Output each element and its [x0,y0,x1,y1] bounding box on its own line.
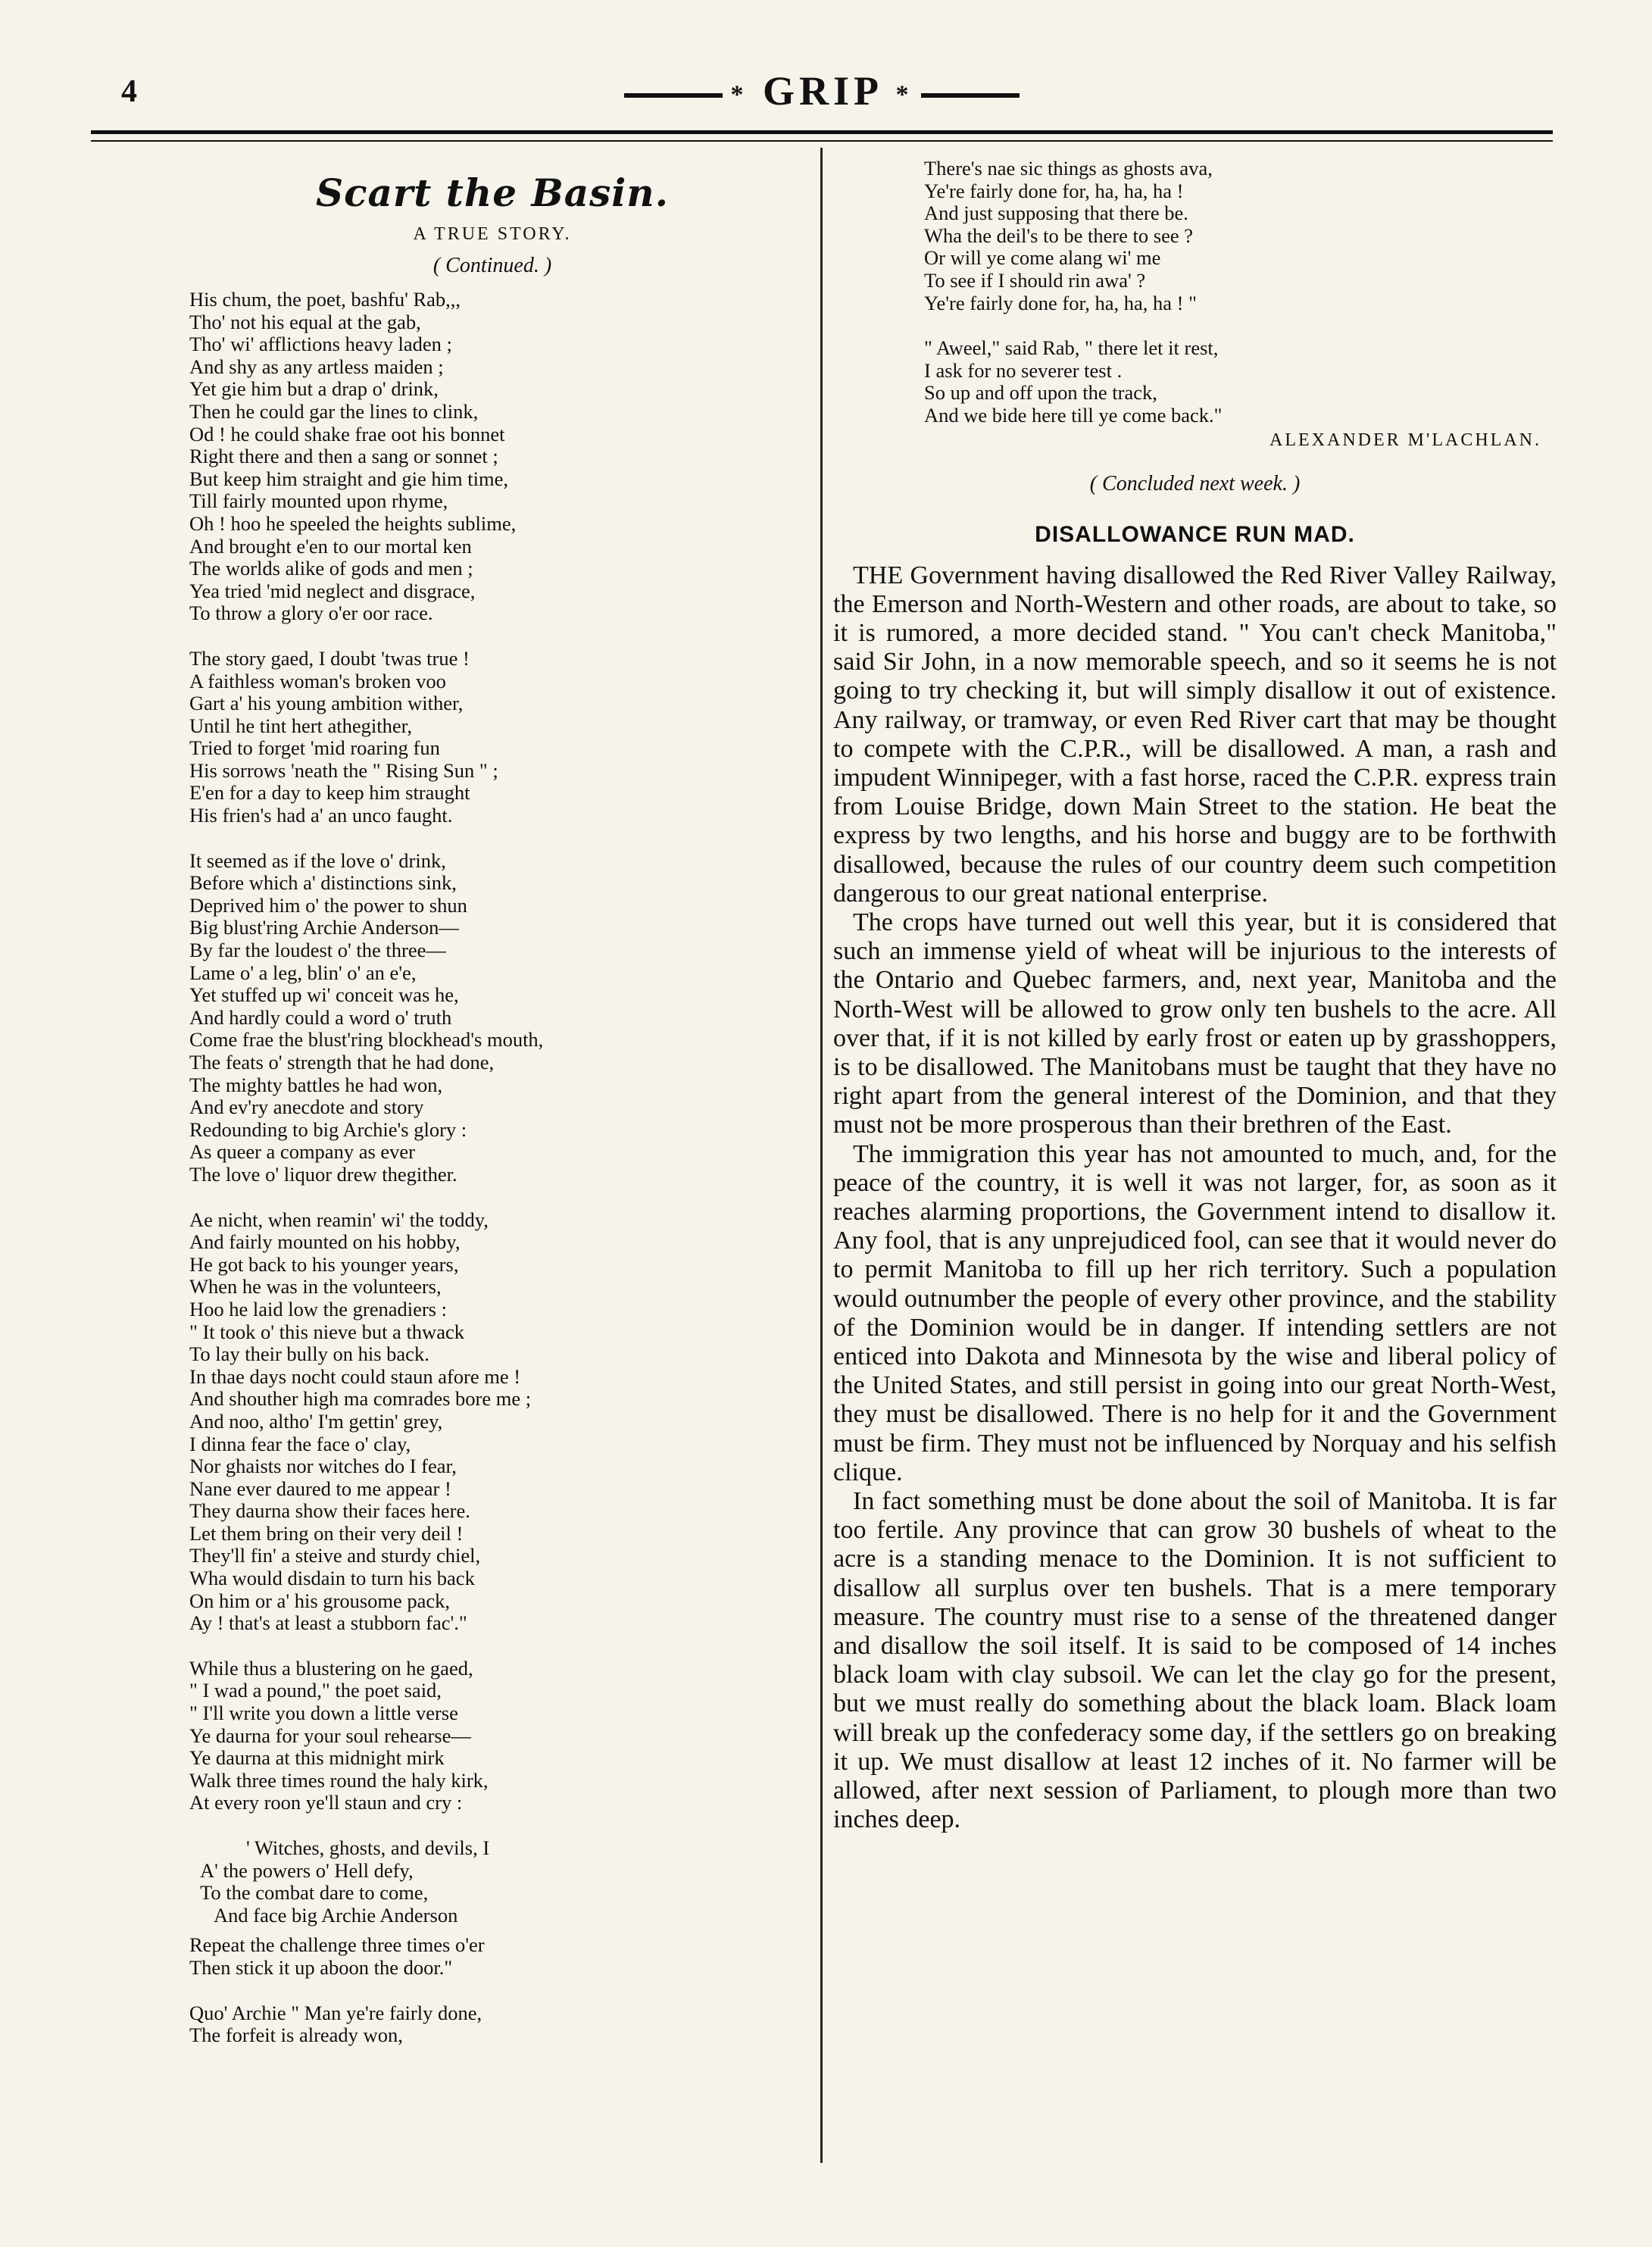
poem-after-inset [189,1934,795,1979]
verse-line: And face big Archie Anderson [214,1903,458,1927]
poem-stanza [189,1658,795,1814]
verse-line: Redounding to big Archie's glory : [189,1117,467,1141]
poem-inset-stanza [189,1837,795,1927]
article-title: DISALLOWANCE RUN MAD. [1035,521,1355,547]
poem-stanza [189,1209,795,1635]
verse-line: Nane ever daured to me appear ! [189,1477,451,1500]
verse-line: And noo, altho' I'm gettin' grey, [189,1409,443,1433]
header-rule [91,130,1553,142]
verse-line: The love o' liquor drew thegither. [189,1162,458,1186]
verse-line: Walk three times round the haly kirk, [189,1768,489,1792]
right-column [833,158,1557,1834]
verse-line: The worlds alike of gods and men ; [189,557,473,580]
verse-line: And ev'ry anecdote and story [189,1095,424,1119]
continued-note: ( Continued. ) [433,254,552,277]
verse-line: To see if I should rin awa' ? [924,268,1146,292]
verse-line: And shouther high ma comrades bore me ; [189,1387,532,1411]
verse-line: A faithless woman's broken voo [189,669,446,692]
verse-line: There's nae sic things as ghosts ava, [924,157,1213,180]
verse-line: The story gaed, I doubt 'twas true ! [189,646,470,670]
verse-line: And just supposing that there be. [924,202,1188,225]
poem-right-stanza-1 [833,158,1557,314]
poem-author: ALEXANDER M'LACHLAN. [1269,430,1541,450]
verse-line: Deprived him o' the power to shun [189,893,467,917]
verse-line: They'll fin' a steive and sturdy chiel, [189,1544,481,1567]
verse-line: Right there and then a sang or sonnet ; [189,445,498,468]
verse-line: Come frae the blust'ring blockhead's mouth, [189,1028,544,1052]
masthead [91,67,1553,114]
verse-line: While thus a blustering on he gaed, [189,1656,473,1680]
verse-line: Until he tint hert athegither, [189,714,413,737]
verse-line: Hoo he laid low the grenadiers : [189,1297,447,1320]
verse-line: I ask for no severer test . [924,358,1123,382]
verse-line: Ye're fairly done for, ha, ha, ha ! " [924,291,1197,314]
verse-line: And hardly could a word o' truth [189,1005,452,1029]
verse-line: Or will ye come alang wi' me [924,246,1161,270]
poem-stanzas [189,289,795,1814]
article-paragraph: The crops have turned out well this year, but it is considered that such an immense yield of wheat will be injurious to the interests of the Ontario and Quebec farmers, and, next year, Manitoba and the North-West will be allowed to grow only ten bushels to the acre. All over that, if it is not killed by early frost or eaten up by grasshoppers, is to be disallowed. The Manitobans must be taught that they have no right apart from the general interest of the Dominion, and that they must not be more prosperous than their brethren of the East. [833,908,1557,1139]
verse-line: Tho' wi' afflictions heavy laden ; [189,333,452,356]
verse-line: To lay their bully on his back. [189,1342,429,1366]
verse-line: On him or a' his grousome pack, [189,1589,451,1612]
verse-line: When he was in the volunteers, [189,1275,442,1299]
masthead-rule-right [921,93,1020,98]
verse-line: Quo' Archie " Man ye're fairly done, [189,2001,482,2024]
poem-final-lines [189,2002,795,2047]
verse-line: Ae nicht, when reamin' wi' the toddy, [189,1208,489,1231]
page-number: 4 [121,74,137,109]
poem-stanza [189,289,795,625]
article-paragraph: In fact something must be done about the soil of Manitoba. It is far too fertile. Any province that can grow 30 bushels of wheat to the acre is a standing menace to the Dominion. It is not sufficient to disallow all surplus over ten bushels. That is a mere temporary measure. The country must rise to a sense of the threatened danger and disallow the soil itself. It is said to be composed of 14 inches black loam with clay subsoil. We can let the clay go for the present, but we must really do something about the black loam. Black loam will break up the confederacy some day, if the settlers go on breaking it up. We must disallow at least 12 inches of it. No farmer will be allowed, after next session of Parliament, to plough more than two inches deep. [833,1487,1557,1834]
verse-line: I dinna fear the face o' clay, [189,1432,411,1455]
verse-line: At every roon ye'll staun and cry : [189,1791,463,1814]
verse-line: " I wad a pound," the poet said, [189,1679,442,1702]
verse-line: " I'll write you down a little verse [189,1702,458,1725]
verse-line: To the combat dare to come, [200,1881,429,1905]
verse-line: And brought e'en to our mortal ken [189,534,472,558]
verse-line: Tried to forget 'mid roaring fun [189,736,440,760]
verse-line: His frien's had a' an unco faught. [189,804,453,827]
verse-line: Od ! he could shake frae oot his bonnet [189,422,505,445]
verse-line: It seemed as if the love o' drink, [189,848,446,872]
verse-line: Ye daurna at this midnight mirk [189,1746,445,1770]
verse-line: Gart a' his young ambition wither, [189,692,464,715]
masthead-title: GRIP [762,68,882,114]
verse-line: Tho' not his equal at the gab, [189,310,421,333]
verse-line: E'en for a day to keep him straught [189,781,470,805]
article-paragraph: The immigration this year has not amounted to much, and, for the peace of the country, it is well it was not larger, for, as soon as it reaches alarming proportions, the Government intend to disallow it. Any fool, that is any unprejudiced fool, can see that it would never do to permit Manitoba to fill up her rich territory. Such a population would outnumber the people of every other province, and the stability of the Dominion would be in danger. If intending settlers are not enticed into Dakota and Minnesota by the wise and liberal policy of the United States, and still persist in going into our great North-West, they must be disallowed. There is no help for it and the Government must be firm. They must not be influenced by Norquay and his selfish clique. [833,1139,1557,1486]
verse-line: The mighty battles he had won, [189,1073,443,1096]
left-column [189,163,795,2070]
verse-line: Before which a' distinctions sink, [189,871,457,895]
verse-line: Oh ! hoo he speeled the heights sublime, [189,511,517,535]
poem-right-stanza-2 [833,337,1557,427]
verse-line: Lame o' a leg, blin' o' an e'e, [189,961,417,984]
verse-line: Ye daurna for your soul rehearse— [189,1724,471,1747]
verse-line: " It took o' this nieve but a thwack [189,1320,464,1343]
verse-line: The feats o' strength that he had done, [189,1051,495,1073]
verse-line: And shy as any artless maiden ; [189,355,444,378]
verse-line: To throw a glory o'er oor race. [189,602,433,625]
verse-line: " Aweel," said Rab, " there let it rest, [924,336,1219,360]
verse-line: A' the powers o' Hell defy, [200,1858,414,1882]
poem-subtitle: A TRUE STORY. [413,224,572,244]
verse-line: Repeat the challenge three times o'er [189,1933,485,1957]
verse-line: In thae days nocht could staun afore me ! [189,1364,521,1388]
verse-line: By far the loudest o' the three— [189,939,446,962]
verse-line: Let them bring on their very deil ! [189,1521,464,1545]
star-icon: * [730,80,748,109]
poem-stanza [189,648,795,827]
verse-line: As queer a company as ever [189,1140,415,1164]
verse-line: Then stick it up aboon the door." [189,1955,453,1979]
verse-line: Ye're fairly done for, ha, ha, ha ! [924,179,1184,202]
verse-line: Then he could gar the lines to clink, [189,399,479,423]
verse-line: Till fairly mounted upon rhyme, [189,489,448,513]
verse-line: Wha would disdain to turn his back [189,1567,475,1590]
verse-line: Yet stuffed up wi' conceit was he, [189,983,459,1007]
page-header [91,68,1553,125]
verse-line: Wha the deil's to be there to see ? [924,223,1194,247]
concluded-note: ( Concluded next week. ) [1089,471,1301,495]
poem-stanza [189,850,795,1186]
verse-line: Yet gie him but a drap o' drink, [189,377,439,401]
verse-line: His sorrows 'neath the " Rising Sun " ; [189,758,498,782]
verse-line: They daurna show their faces here. [189,1499,470,1523]
verse-line: He got back to his younger years, [189,1252,459,1276]
article-paragraph: THE Government having disallowed the Red River Valley Railway, the Emerson and North-Western and other roads, are about to take, so it is rumored, a more decided stand. " You can't check Manitoba," said Sir John, in a now memorable speech, and so it seems he is not going to try checking it, but will simply disallow it out of existence. Any railway, or tramway, or even Red River cart that may be thought to compete with the C.P.R., will be disallowed. A man, a rash and impudent Winnipeger, with a fast horse, raced the C.P.R. express train from Louise Bridge, down Main Street to the station. He beat the express by two lengths, and his horse and buggy are to be forthwith disallowed, because the rules of our country deem such competition dangerous to our great national enterprise. [833,561,1557,908]
verse-line: So up and off upon the track, [924,381,1157,405]
star-icon: * [895,80,913,109]
verse-line: Yea tried 'mid neglect and disgrace, [189,579,476,602]
verse-line: Ay ! that's at least a stubborn fac'." [189,1611,467,1635]
article-body [833,561,1557,1835]
verse-line: His chum, the poet, bashfu' Rab,,, [189,288,461,311]
poem-title: Scart the Basin. [315,170,670,215]
masthead-rule-left [624,93,723,98]
verse-line: And we bide here till ye come back." [924,403,1223,427]
verse-line: And fairly mounted on his hobby, [189,1230,461,1254]
verse-line: But keep him straight and gie him time, [189,467,508,490]
verse-line: ' Witches, ghosts, and devils, I [246,1836,490,1859]
verse-line: Big blust'ring Archie Anderson— [189,916,459,939]
verse-line: Nor ghaists nor witches do I fear, [189,1455,457,1478]
column-divider [820,148,823,2163]
verse-line: The forfeit is already won, [189,2024,403,2047]
